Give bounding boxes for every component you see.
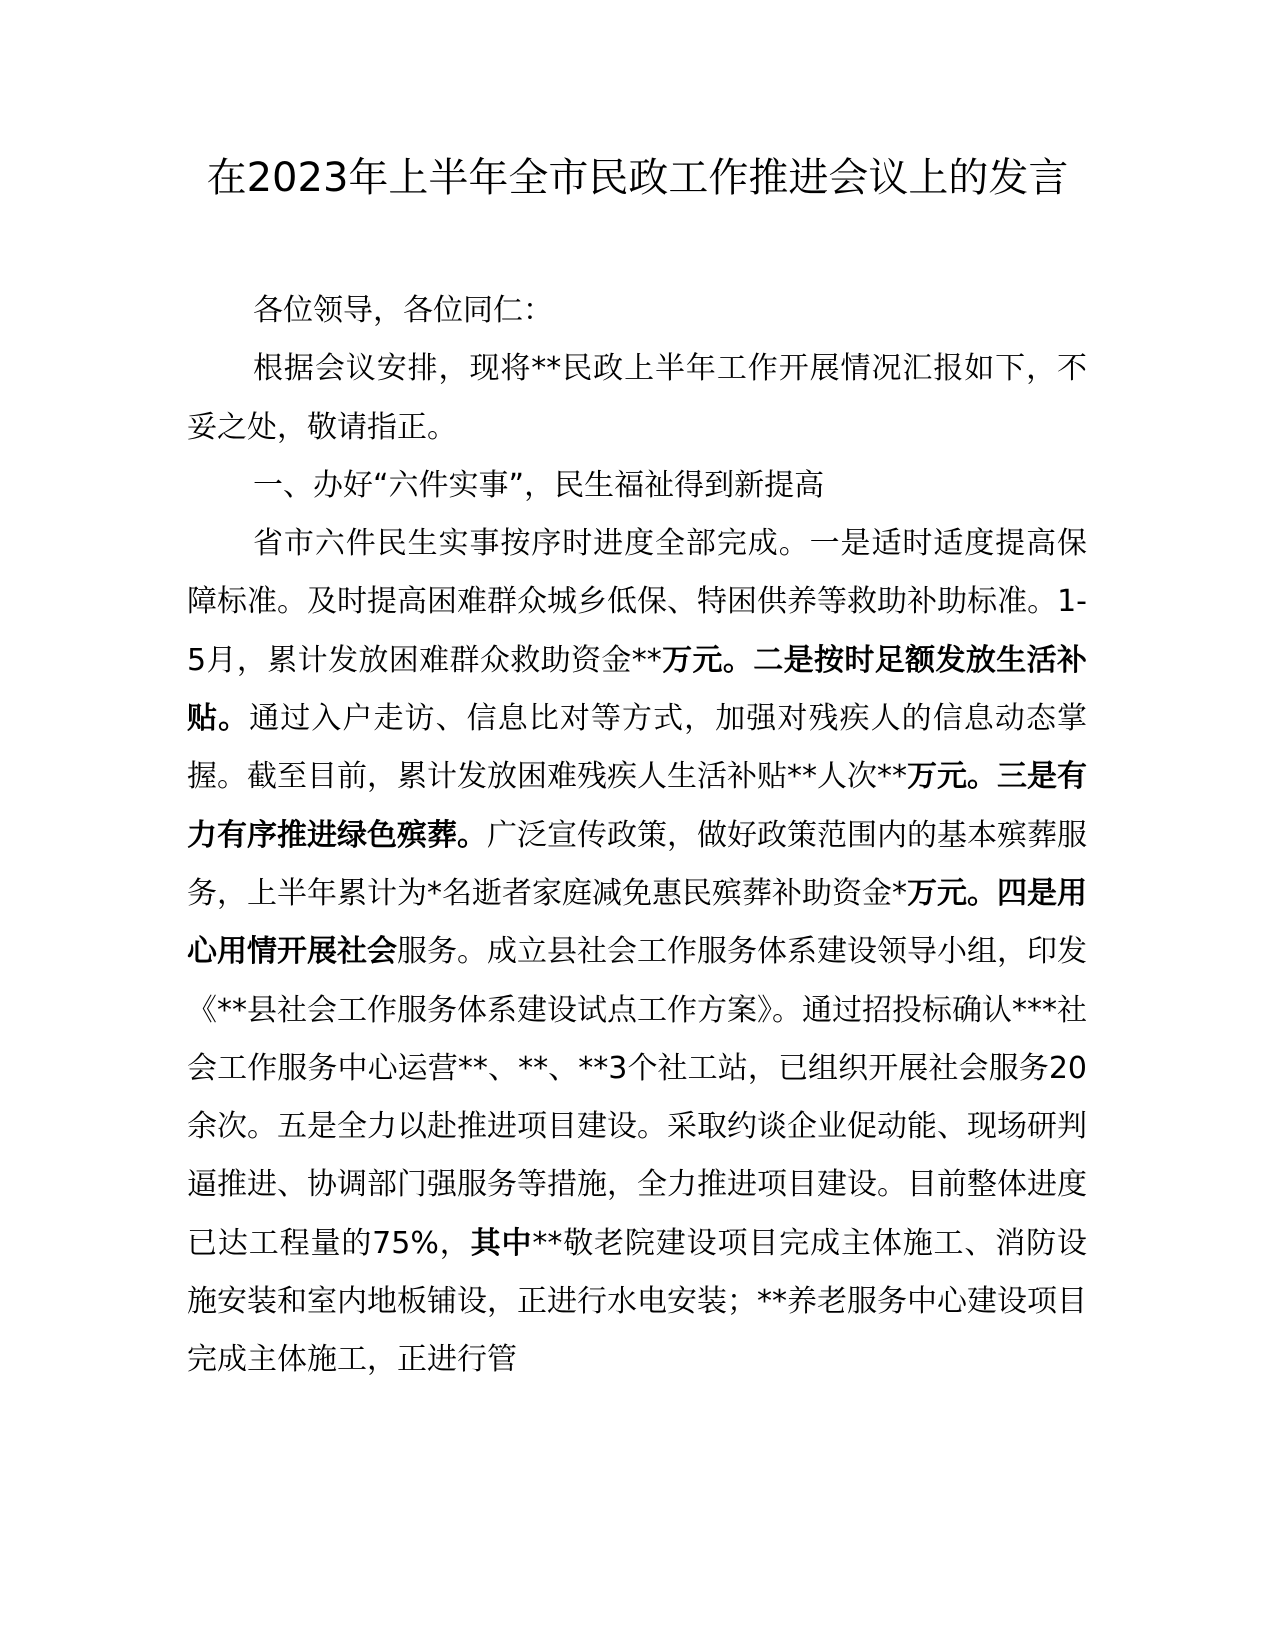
text-run: 通过入户走访、信息比对等方式，加强对残疾人的信息动态掌握。截至目前，累计发放困难残疾人生活补贴**人次** <box>187 701 1088 795</box>
intro-paragraph: 根据会议安排，现将**民政上半年工作开展情况汇报如下，不妥之处，敬请指正。 <box>187 351 1087 445</box>
text-run: 服务。成立县社会工作服务体系建设领导小组，印发《**县社会工作服务体系建设试点工作方案》。通过招投标确认***社会工作服务中心运营**、**、**3个社工站，已组织开展社会服务20余次。五是全力以赴推进项目建设。采取约谈企业促动能、现场研判逼推进、协调部门强服务等措施，全力推进项目建设。目前整体进度已达工程量的75%， <box>187 934 1087 1261</box>
section-1-paragraph <box>187 515 1087 1389</box>
text-run-bold: 万元。二是按时足额发放生活补贴。 <box>187 642 1087 737</box>
document-title: 在2023年上半年全市民政工作推进会议上的发言 <box>206 155 1069 201</box>
text-run-bold: 其中 <box>470 1225 533 1261</box>
document-body <box>187 282 1087 1390</box>
section-heading-1: 一、办好“六件实事”，民生福祉得到新提高 <box>253 467 825 503</box>
text-run: 省市六件民生实事按序时进度全部完成。一是适时适度提高保障标准。及时提高困难群众城乡低保、特困供养等救助补助标准。1-5月，累计发放困难群众救助资金** <box>187 526 1087 678</box>
text-run: **敬老院建设项目完成主体施工、消防设施安装和室内地板铺设，正进行水电安装；**养老服务中心建设项目完成主体施工，正进行管 <box>187 1225 1088 1378</box>
text-run-bold: 万元。四是用心用情开展社会 <box>187 875 1087 970</box>
text-run: 广泛宣传政策，做好政策范围内的基本殡葬服务，上半年累计为*名逝者家庭减免惠民殡葬补助资金* <box>187 817 1087 911</box>
text-run-bold: 万元。三是有力有序推进绿色殡葬。 <box>187 759 1087 853</box>
salutation: 各位领导，各位同仁： <box>253 293 553 328</box>
